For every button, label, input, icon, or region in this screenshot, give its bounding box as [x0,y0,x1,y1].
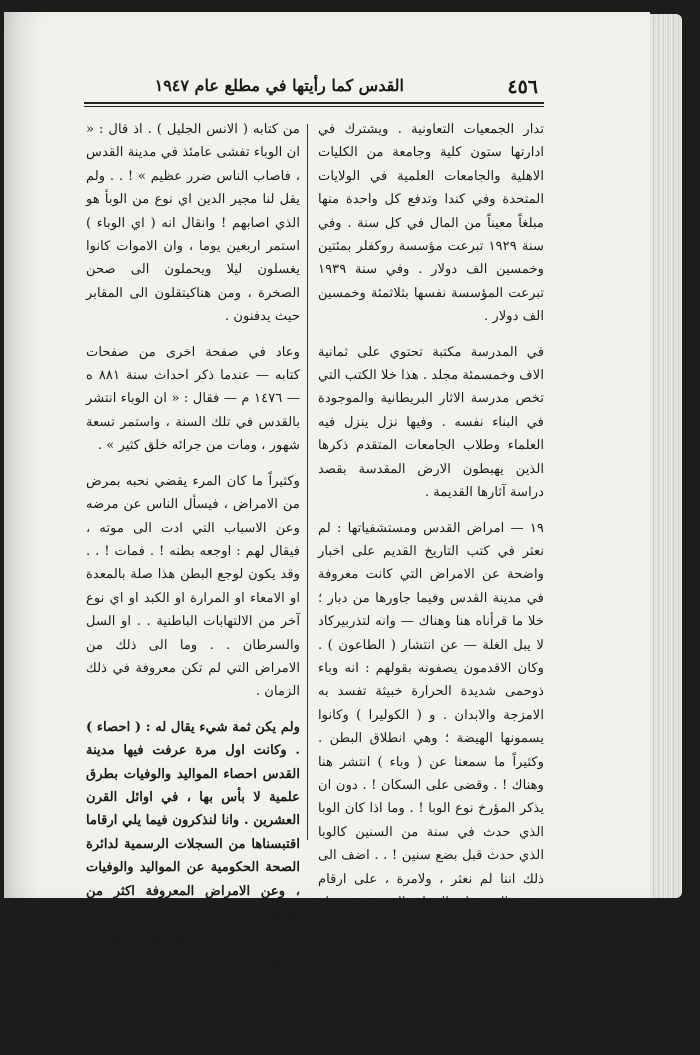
paragraph: وعاد في صفحة اخرى من صفحات كتابه — عندما ذكر احداث سنة ٨٨١ ه — ١٤٧٦ م — فقال : « ان الوباء انتشر بالقدس في تلك السنة ، واستمر تسعة شهور ، ومات من جرائه خلق كثير » . [86,344,300,454]
right-column [318,118,544,1055]
paragraph: وكثيراً ما كان المرء يقضي نحبه بمرض من الامراض ، فيسأل الناس عن مرضه وعن الاسباب التي ادت الى موته ، فيقال لهم : اوجعه بطنه ! . فمات ! . . وقد يكون لوجع البطن هذا صلة بالمعدة او الامعاء او المرارة او الكبد او اي نوع آخر من الالتهابات الباطنية . . او السل والسرطان . . وما الى ذلك من الامراض التي لم تكن معروفة في ذلك الزمان . [86,473,300,700]
paragraph: من ذلك مثلاً ، ما قاله مجير الدين عندما ذكر احداث عام ٨٧٣ه — ١٤٦٨ م في الصفحة ٦٢١ [318,977,544,1040]
paragraph: من كتابه ( الانس الجليل ) . اذ قال : « ان الوباء تفشى عامئذ في مدينة القدس ، فاصاب الناس ضرر عظيم » ! . . ولم يقل لنا مجير الدين اي نوع من الوبأ هو الذي اصابهم ! وانقال انه ( اي الوباء ) استمر اربعين يوما ، وان الاموات كانوا يغسلون ليلا ويحملون الى صحن الصخرة ، ومن هناكيتقلون الى المقابر حيث يدفنون . [86,122,300,325]
column-divider [307,124,308,840]
paragraph: تدار الجمعيات التعاونية . ويشترك في ادارتها ستون كلية وجامعة من الكليات الاهلية والجامعات العلمية في الولايات المتحدة وفي كندا وتدفع كل واحدة منها مبلغاً معيناً من المال في كل سنة . وفي سنة ١٩٢٩ تبرعت مؤسسة روكفلر بمئتين وخمسين الف دولار . وفي سنة ١٩٣٩ تبرعت المؤسسة نفسها بثلاثمئة وخمسين الف دولار . [318,122,545,325]
page-header [84,74,544,104]
left-column [86,118,300,985]
page-number: ٤٥٦ [507,76,538,98]
running-title: القدس كما رأيتها في مطلع عام ١٩٤٧ [154,76,404,95]
header-rule [84,102,544,107]
paragraph: ولم يكن ثمة شيء يقال له : ( احصاء ) . وكانت اول مرة عرفت فيها مدينة القدس احصاء المواليد والوفيات بطرق علمية لا بأس بها ، في اوائل القرن العشرين . وانا لنذكرون فيما يلي ارقاما اقتبسناها من السجلات الرسمية لدائرة الصحة الحكومية عن المواليد والوفيات ، وعن الامراض المعروفة اكثر من غيرها في مدينة القدس ، وعن عدد الاشخاص الذين اصيبوا بها وماتوا من جرائها ، في عدد من السنين : [86,719,300,969]
paragraph: في المدرسة مكتبة تحتوي على ثمانية الاف وخمسمئة مجلد . هذا خلا الكتب التي تخص مدرسة الاثار البريطانية والموجودة في البناء نفسه . وفيها نزل ينزل فيه العلماء وطلاب الجامعات المتقدم ذكرها الذين يهبطون الارض المقدسة بقصد دراسة آثارها القديمة . [318,344,544,501]
section-paragraph: ١٩ — امراض القدس ومستشفياتها : لم نعثر في كتب التاريخ القديم على اخبار واضحة عن الامراض التي كانت معروفة في مدينة القدس وفيما جاورها من دبار ؛ خلا ما قرأناه هنا وهناك — وانه لتذربيركاد لا يبل الغلة — عن انتشار ( الطاعون ) . وكان الاقدمون يصفونه بقولهم : انه وباء ذوحمى شديدة الحرارة خبيثة تفسد به الامزجة والابدان . و ( الكوليرا ) وكانوا يسمونها الهيضة ؛ وهي انطلاق البطن . وكثيراً ما سمعنا عن ( وباء ) انتشر هنا وهناك ! . وقضى على السكان ! . دون ان يذكر المؤرخ نوع الوبا ! . وما اذا كان الوبا الذي حدث في سنة من السنين كالوبا الذي حدث قبل بضع سنين ! . . اضف الى ذلك اننا لم نعثر ، ولامرة ، على ارقام تشير الى مبلغ الخطر الذي تعرض له السكان سوى قولهم : ان الوباء قضى على خلق كثير ! . . [318,520,544,957]
